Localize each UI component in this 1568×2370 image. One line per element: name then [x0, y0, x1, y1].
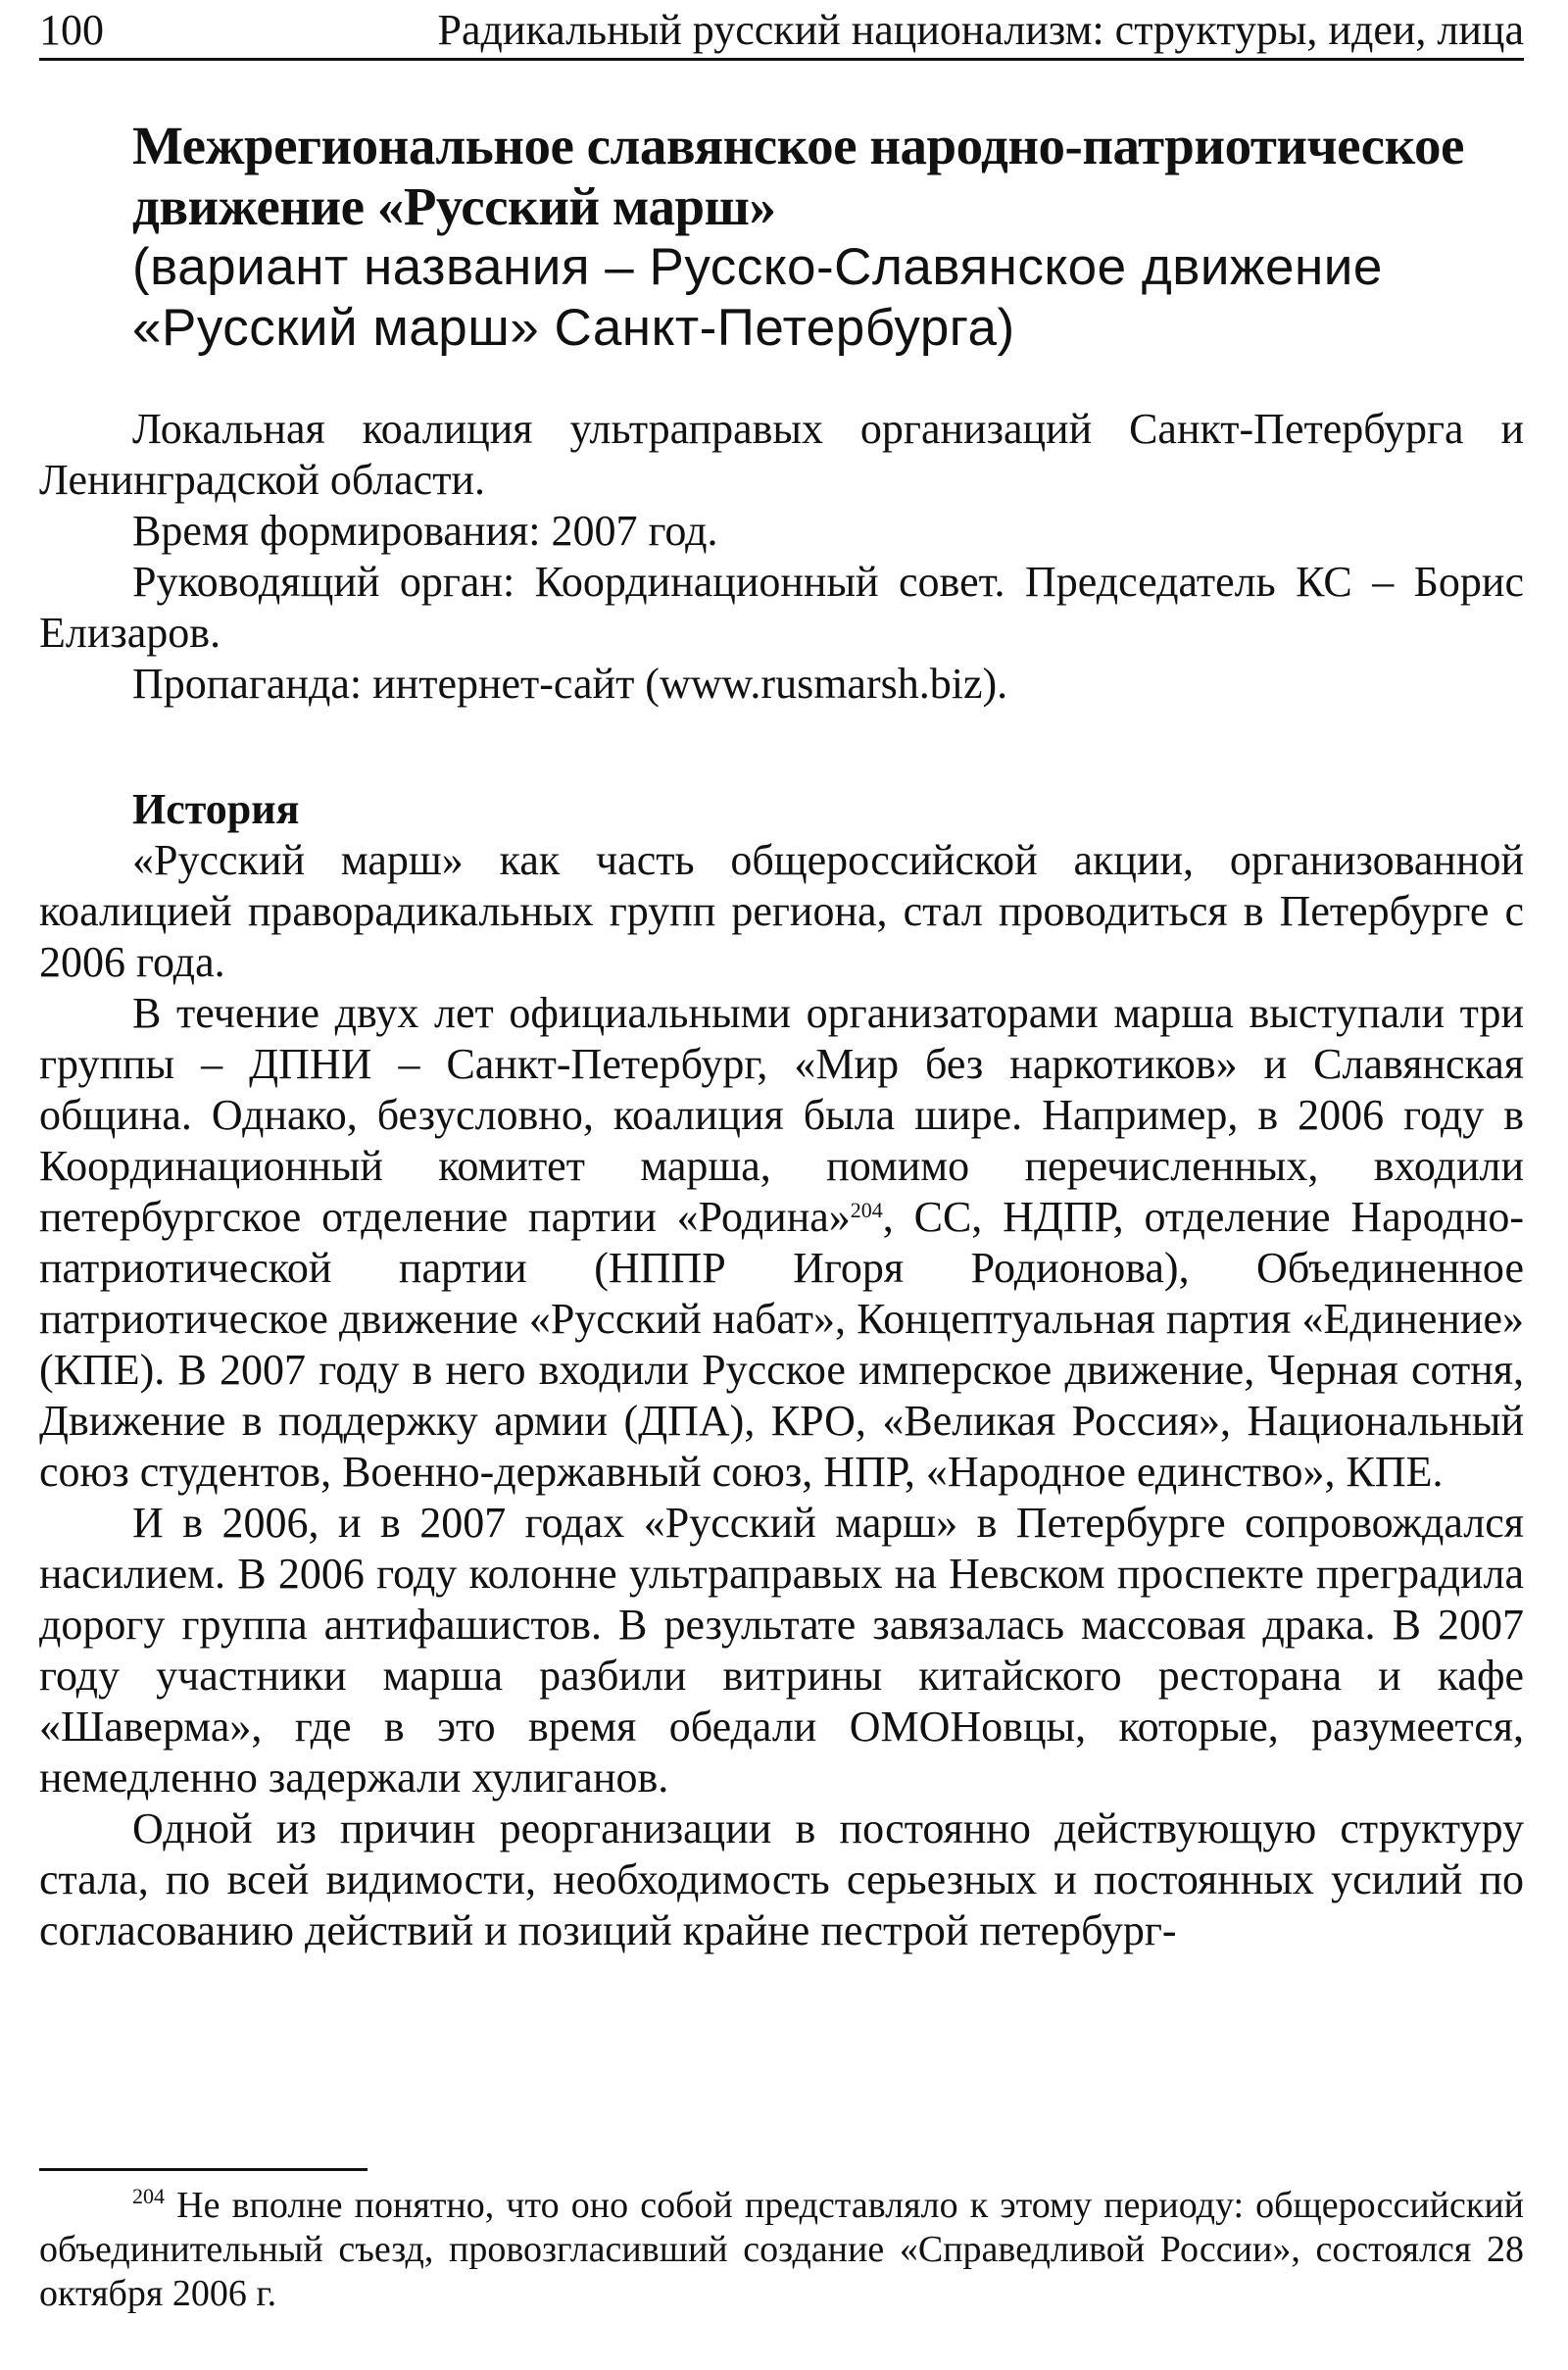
- history-heading: История: [132, 785, 300, 833]
- page-number: 100: [39, 6, 104, 54]
- heading-title-line-1: Межрегиональное славянское народно-патриотическое: [132, 116, 1464, 175]
- history-body: [39, 835, 1524, 1956]
- paragraph-2-text-b: , СС, НДПР, отделение Народно-патриотической партии (НППР Игоря Родионова), Объединенное патриотическое движение «Русский набат», Концептуальная партия «Единение» (КПЕ). В 2007 году в него входили Русское имперское движение, Черная сотня, Движение в поддержку армии (ДПА), КРО, «Великая Россия», Национальный союз студентов, Военно-державный союз, НПР, «Народное единство», КПЕ.: [39, 1193, 1524, 1496]
- footnote-text: Не вполне понятно, что оно собой представляло к этому периоду: общероссийский объединительный съезд, провозгласивший создание «Справедливой России», состоялся 28 октября 2006 г.: [39, 2185, 1524, 2314]
- info-governing-body: Руководящий орган: Координационный совет. Председатель КС – Борис Елизаров.: [39, 558, 1524, 657]
- footnote: [39, 2184, 1524, 2316]
- heading-alt-name-line-1: (вариант названия – Русско-Славянское движение: [132, 238, 1383, 296]
- section-heading: [132, 116, 1524, 359]
- footnote-rule: [39, 2168, 368, 2171]
- heading-alt-name-line-2: «Русский марш» Санкт-Петербурга): [132, 299, 1015, 357]
- history-paragraph-2: [39, 988, 1524, 1498]
- paragraph-2-text-a: В течение двух лет официальными организаторами марша выступали три группы – ДПНИ – Санкт-Петербург, «Мир без наркотиков» и Славянская община. Однако, безусловно, коалиция была шире. Например, в 2006 году в Координационный комитет марша, помимо перечисленных, входили петербургское отделение партии «Родина»: [39, 989, 1524, 1241]
- footnote-reference[interactable]: 204: [850, 1198, 883, 1222]
- header-rule: [39, 58, 1524, 61]
- heading-title-line-2: движение «Русский марш»: [132, 176, 776, 236]
- footnote-number: 204: [132, 2184, 165, 2208]
- history-paragraph-3: И в 2006, и в 2007 годах «Русский марш» в Петербурге сопровождался насилием. В 2006 году колонне ультраправых на Невском проспекте преградила дорогу группа антифашистов. В результате завязалась массовая драка. В 2007 году участники марша разбили витрины китайского ресторана и кафе «Шаверма», где в это время обедали ОМОНовцы, которые, разумеется, немедленно задержали хулиганов.: [39, 1499, 1524, 1802]
- history-paragraph-1: «Русский марш» как часть общероссийской акции, организованной коалицией праворадикальных групп региона, стал проводиться в Петербурге с 2006 года.: [39, 836, 1524, 986]
- info-formation: Время формирования: 2007 год.: [132, 507, 718, 555]
- history-paragraph-4: Одной из причин реорганизации в постоянно действующую структуру стала, по всей видимости, необходимость серьезных и постоянных усилий по согласованию действий и позиций крайне пестрой петербург-: [39, 1804, 1524, 1954]
- running-header: [39, 6, 1524, 55]
- info-block: [39, 404, 1524, 710]
- running-title: Радикальный русский национализм: структуры, идеи, лица: [437, 6, 1524, 54]
- info-propaganda: Пропаганда: интернет-сайт (www.rusmarsh.biz).: [132, 660, 1008, 708]
- info-description: Локальная коалиция ультраправых организаций Санкт-Петербурга и Ленинградской области.: [39, 405, 1524, 504]
